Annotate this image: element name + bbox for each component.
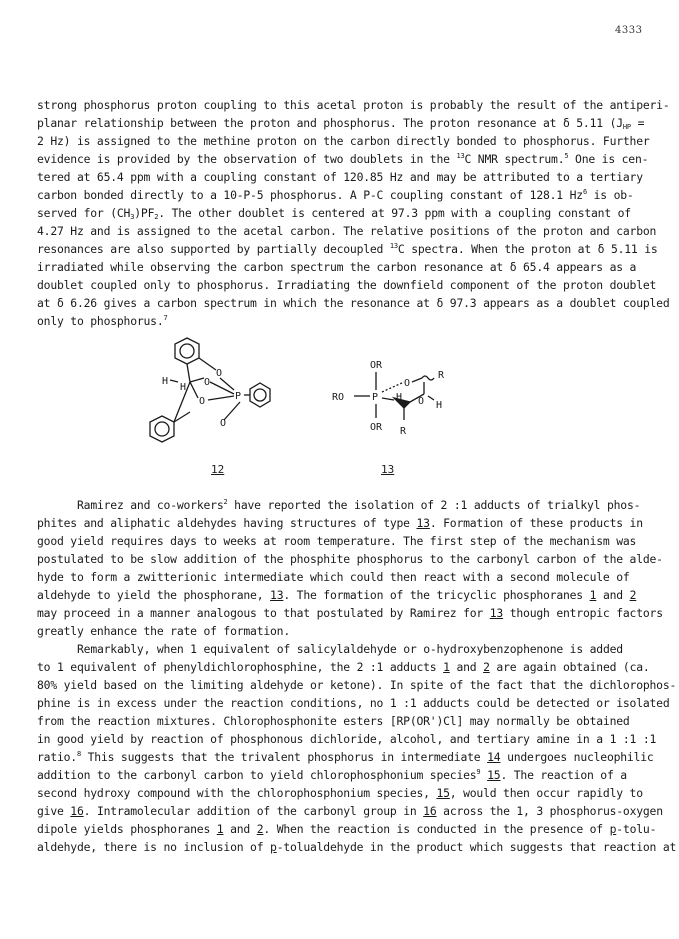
text-line: postulated to be slow addition of the phosphite phosphorus to the carbonyl carbon of the alde- <box>37 552 663 566</box>
text-line: 2 Hz) is assigned to the methine proton on the carbon directly bonded to phosphorus. Further <box>37 134 650 148</box>
atom-or: OR <box>370 360 383 371</box>
structure-label-13: 13 <box>381 463 395 476</box>
text-line: hyde to form a zwitterionic intermediate which could then react with a second molecule of <box>37 570 630 584</box>
paragraph-1 <box>37 96 670 330</box>
atom-h: H <box>436 400 443 411</box>
atom-o: O <box>216 368 223 379</box>
atom-o: O <box>199 396 206 407</box>
text-line: served for $(CH_3)PF_2$. The other doublet is centered at 97.3 ppm with a coupling constant of <box>37 206 631 221</box>
atom-h: H <box>396 392 403 403</box>
text-line: to 1 equivalent of phenyldichlorophosphine, the 2 :1 adducts 1 and 2 are again obtained (ca. <box>37 660 650 674</box>
atom-r: R <box>438 370 445 381</box>
text-line: ratio.$^8$ This suggests that the trivalent phosphorus in intermediate 14 undergoes nucleophilic <box>37 750 654 764</box>
paragraph-3 <box>37 640 677 856</box>
text-line: Remarkably, when 1 equivalent of salicylaldehyde or o-hydroxybenzophenone is added <box>77 642 623 656</box>
text-line: phine is in excess under the reaction conditions, no 1 :1 adducts could be detected or isolated <box>37 696 670 710</box>
atom-h: H <box>180 382 187 393</box>
text-line: aldehyde, there is no inclusion of p-tolualdehyde in the product which suggests that reaction at <box>37 840 677 854</box>
text-line: greatly enhance the rate of formation. <box>37 624 290 638</box>
text-line: strong phosphorus proton coupling to this acetal proton is probably the result of the antiperi- <box>37 98 670 112</box>
text-line: carbon bonded directly to a 10-P-5 phosphorus. A P-C coupling constant of 128.1 Hz$^6$ is ob- <box>37 188 634 202</box>
text-line: resonances are also supported by partially decoupled $^{13}$C spectra. When the proton at δ 5.11 is <box>37 242 658 256</box>
text-line: dipole yields phosphoranes 1 and 2. When the reaction is conducted in the presence of p-tolu- <box>37 822 657 836</box>
text-line: phites and aliphatic aldehydes having structures of type 13. Formation of these products in <box>37 516 643 530</box>
atom-o: O <box>204 377 211 388</box>
text-line: good yield requires days to weeks at room temperature. The first step of the mechanism was <box>37 534 637 548</box>
text-line: doublet coupled only to phosphorus. Irradiating the downfield component of the proton doublet <box>37 278 657 292</box>
text-line: aldehyde to yield the phosphorane, 13. The formation of the tricyclic phosphoranes 1 and 2 <box>37 588 637 602</box>
atom-o: O <box>404 378 411 389</box>
structure-12 <box>140 330 315 460</box>
text-line: irradiated while observing the carbon spectrum the carbon resonance at δ 65.4 appears as a <box>37 260 637 274</box>
text-line: at δ 6.26 gives a carbon spectrum in which the resonance at δ 97.3 appears as a doublet coupled <box>37 296 670 310</box>
structure-13 <box>330 338 490 450</box>
text-line: 80% yield based on the limiting aldehyde or ketone). In spite of the fact that the dichlorophos- <box>37 678 677 692</box>
text-line: tered at 65.4 ppm with a coupling constant of 120.85 Hz and may be attributed to a tertiary <box>37 170 643 184</box>
text-line: second hydroxy compound with the chlorophosphonium species, 15, would then occur rapidly to <box>37 786 643 800</box>
atom-or: OR <box>370 422 383 433</box>
text-line: 4.27 Hz and is assigned to the acetal carbon. The relative positions of the proton and carbon <box>37 224 657 238</box>
text-line: evidence is provided by the observation of two doublets in the $^{13}$C NMR spectrum.$^5$ One is cen- <box>37 152 649 166</box>
text-line: may proceed in a manner analogous to that postulated by Ramirez for 13 though entropic factors <box>37 606 663 620</box>
atom-ro: RO <box>332 392 345 403</box>
atom-o: O <box>220 418 227 429</box>
text-line: in good yield by reaction of phosphonous dichloride, alcohol, and tertiary amine in a 1 :1 :1 <box>37 732 657 746</box>
text-line: Ramirez and co-workers$^2$ have reported the isolation of 2 :1 adducts of trialkyl phos- <box>77 498 641 512</box>
text-line: from the reaction mixtures. Chlorophosphonite esters [RP(OR')Cl] may normally be obtained <box>37 714 630 728</box>
page-number: 4333 <box>615 25 643 36</box>
atom-o: O <box>418 396 425 407</box>
atom-r: R <box>400 426 407 437</box>
paragraph-2 <box>37 496 663 640</box>
atom-h: H <box>162 376 169 387</box>
structure-label-12: 12 <box>211 463 225 476</box>
text-line: addition to the carbonyl carbon to yield chlorophosphonium species$^9$ 15. The reaction of a <box>37 768 627 782</box>
text-line: planar relationship between the proton and phosphorus. The proton resonance at δ 5.11 ($J_{HP}$ = <box>37 116 645 131</box>
atom-p: P <box>372 392 379 403</box>
text-line: only to phosphorus.$^7$ <box>37 314 168 328</box>
text-line: give 16. Intramolecular addition of the carbonyl group in 16 across the 1, 3 phosphorus-oxygen <box>37 804 663 818</box>
atom-p: P <box>235 391 242 402</box>
